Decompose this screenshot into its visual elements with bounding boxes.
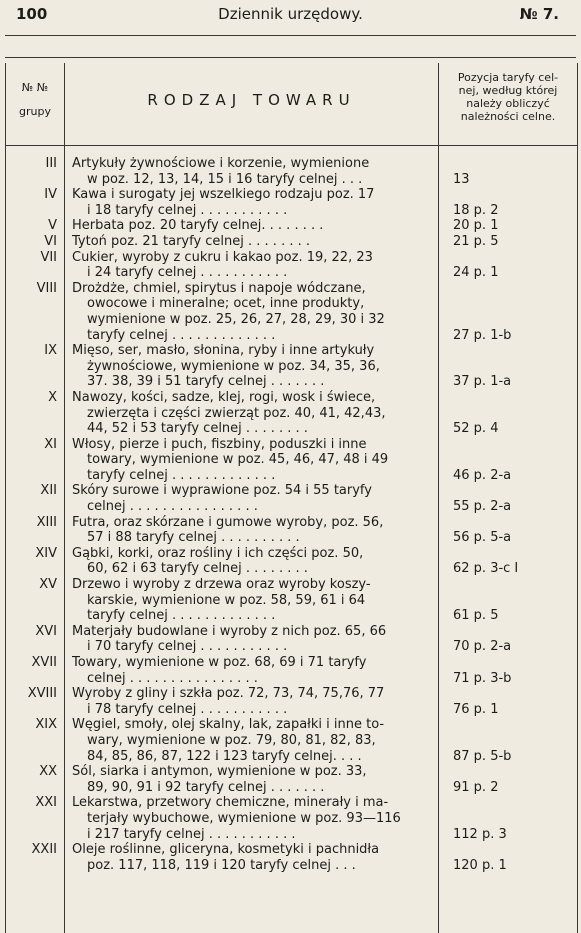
group-number: X [48, 389, 57, 405]
group-column-header: № № grupy [19, 81, 51, 118]
kind-column-header: RODZAJ TOWARU [147, 91, 356, 109]
table-row [6, 187, 577, 218]
table-row [6, 343, 577, 390]
goods-table [5, 63, 578, 933]
description-line: wymienione w poz. 25, 26, 27, 28, 29, 30 i 32 [87, 311, 385, 327]
table-row [6, 156, 577, 187]
description-line: Węgiel, smoły, olej skalny, lak, zapałki i inne to- [72, 717, 385, 733]
goods-description [72, 437, 434, 484]
table-row [6, 437, 577, 484]
table-row [6, 234, 577, 250]
description-line: Futra, oraz skórzane i gumowe wyroby, poz. 56, [72, 514, 384, 530]
group-number: XIX [35, 717, 57, 733]
description-line: Kawa i surogaty jej wszelkiego rodzaju poz. 17 [72, 187, 375, 203]
description-line: terjały wybuchowe, wymienione w poz. 93—116 [87, 810, 401, 826]
description-line: 89, 90, 91 i 92 taryfy celnej . . . . . . . [87, 779, 325, 795]
group-number: IV [44, 187, 57, 203]
group-number: VII [40, 249, 57, 265]
group-number: VIII [36, 280, 57, 296]
description-line: Gąbki, korki, oraz rośliny i ich części poz. 50, [72, 545, 364, 561]
table-row [6, 842, 577, 873]
goods-description [72, 655, 434, 686]
description-line: żywnościowe, wymienione w poz. 34, 35, 36, [87, 358, 380, 374]
goods-description [72, 156, 434, 187]
tariff-position: 13 [453, 171, 470, 187]
description-line: Drożdże, chmiel, spirytus i napoje wódczane, [72, 280, 366, 296]
table-row [6, 764, 577, 795]
table-row [6, 655, 577, 686]
group-number: XII [40, 483, 57, 499]
description-line: owocowe i mineralne; ocet, inne produkty, [87, 296, 365, 312]
group-number: XVI [35, 623, 57, 639]
goods-description [72, 390, 434, 437]
table-row [6, 577, 577, 624]
description-line: Towary, wymienione w poz. 68, 69 i 71 taryfy [72, 655, 367, 670]
description-line: Wyroby z gliny i szkła poz. 72, 73, 74, 75,76, 77 [72, 686, 385, 702]
table-row [6, 483, 577, 514]
description-line: Skóry surowe i wyprawione poz. 54 i 55 taryfy [72, 483, 372, 499]
table-row [6, 717, 577, 764]
description-line: Drzewo i wyroby z drzewa oraz wyroby koszy- [72, 577, 371, 593]
journal-title: Dziennik urzędowy. [218, 5, 363, 23]
tariff-position: 52 p. 4 [453, 421, 499, 437]
table-row [6, 515, 577, 546]
description-line: taryfy celnej . . . . . . . . . . . . . [87, 608, 276, 624]
description-line: 44, 52 i 53 taryfy celnej . . . . . . . . [87, 421, 308, 437]
goods-description [72, 483, 434, 514]
goods-description [72, 343, 434, 390]
tariff-position: 71 p. 3-b [453, 670, 512, 686]
description-line: Lekarstwa, przetwory chemiczne, minerały i ma- [72, 795, 389, 811]
group-number: IX [44, 343, 57, 359]
tariff-position: 18 p. 2 [453, 202, 499, 218]
description-line: taryfy celnej . . . . . . . . . . . . . [87, 327, 276, 343]
description-line: Cukier, wyroby z cukru i kakao poz. 19, 22, 23 [72, 249, 373, 265]
description-line: taryfy celnej . . . . . . . . . . . . . [87, 467, 276, 483]
tariff-position: 91 p. 2 [453, 779, 499, 795]
description-line: Artykuły żywnościowe i korzenie, wymienione [72, 156, 370, 171]
tariff-position: 56 p. 5-a [453, 530, 512, 546]
tariff-position: 21 p. 5 [453, 233, 499, 249]
group-number: XI [44, 436, 57, 452]
tariff-column-header: Pozycja taryfy cel- nej, według której należy obliczyć należności celne. [457, 71, 559, 123]
goods-description [72, 686, 434, 717]
goods-description [72, 187, 434, 218]
table-row [6, 281, 577, 343]
description-line: Sól, siarka i antymon, wymienione w poz. 33, [72, 764, 367, 780]
table-body [6, 156, 577, 873]
description-line: Herbata poz. 20 taryfy celnej. . . . . . . . [72, 218, 324, 234]
description-line: karskie, wymienione w poz. 58, 59, 61 i 64 [87, 592, 366, 608]
tariff-position: 61 p. 5 [453, 608, 499, 624]
goods-description [72, 218, 434, 234]
group-number: V [48, 218, 57, 234]
tariff-position: 46 p. 2-a [453, 467, 512, 483]
goods-description [72, 842, 434, 873]
goods-description [72, 250, 434, 281]
group-number: XVIII [27, 686, 57, 702]
description-line: poz. 117, 118, 119 i 120 taryfy celnej . . . [87, 857, 356, 873]
table-row [6, 250, 577, 281]
description-line: i 78 taryfy celnej . . . . . . . . . . . [87, 701, 288, 717]
group-number: XXII [31, 842, 57, 858]
goods-description [72, 717, 434, 764]
description-line: 57 i 88 taryfy celnej . . . . . . . . . . [87, 530, 300, 546]
description-line: towary, wymienione w poz. 45, 46, 47, 48 i 49 [87, 452, 389, 468]
goods-description [72, 764, 434, 795]
goods-description [72, 795, 434, 842]
page-header [0, 0, 581, 34]
group-number: XXI [35, 795, 57, 811]
description-line: zwierzęta i części zwierząt poz. 40, 41, 42,43, [87, 405, 386, 421]
tariff-position: 120 p. 1 [453, 857, 507, 873]
group-number: XVII [31, 655, 57, 670]
table-row [6, 795, 577, 842]
description-line: i 70 taryfy celnej . . . . . . . . . . . [87, 639, 288, 655]
header-rule [5, 35, 576, 36]
goods-description [72, 546, 434, 577]
description-line: Mięso, ser, masło, słonina, ryby i inne artykuły [72, 343, 375, 359]
description-line: celnej . . . . . . . . . . . . . . . . [87, 670, 258, 686]
group-number: XV [39, 577, 57, 593]
goods-description [72, 234, 434, 250]
table-row [6, 686, 577, 717]
table-row [6, 546, 577, 577]
tariff-position: 76 p. 1 [453, 701, 499, 717]
tariff-position: 112 p. 3 [453, 826, 507, 842]
table-row [6, 218, 577, 234]
page-number: 100 [16, 5, 48, 23]
description-line: wary, wymienione w poz. 79, 80, 81, 82, 83, [87, 732, 376, 748]
description-line: Włosy, pierze i puch, fiszbiny, poduszki i inne [72, 436, 367, 452]
tariff-position: 20 p. 1 [453, 218, 499, 234]
description-line: 84, 85, 86, 87, 122 i 123 taryfy celnej. . . . [87, 748, 362, 764]
table-row [6, 390, 577, 437]
description-line: i 24 taryfy celnej . . . . . . . . . . . [87, 265, 288, 281]
group-number: VI [44, 233, 57, 249]
issue-number: № 7. [519, 5, 559, 23]
description-line: 60, 62 i 63 taryfy celnej . . . . . . . . [87, 561, 308, 577]
table-row [6, 624, 577, 655]
description-line: celnej . . . . . . . . . . . . . . . . [87, 499, 258, 515]
description-line: Materjały budowlane i wyroby z nich poz. 65, 66 [72, 623, 387, 639]
goods-description [72, 577, 434, 624]
description-line: 37. 38, 39 i 51 taryfy celnej . . . . . . . [87, 374, 325, 390]
group-number: III [45, 156, 57, 171]
tariff-position: 55 p. 2-a [453, 499, 512, 515]
group-number: XIII [36, 514, 57, 530]
group-number: XX [39, 764, 57, 780]
description-line: Tytoń poz. 21 taryfy celnej . . . . . . . . [72, 233, 310, 249]
tariff-position: 70 p. 2-a [453, 639, 512, 655]
tariff-position: 37 p. 1-a [453, 374, 512, 390]
tariff-position: 87 p. 5-b [453, 748, 512, 764]
group-number: XIV [35, 545, 57, 561]
description-line: i 18 taryfy celnej . . . . . . . . . . . [87, 202, 288, 218]
description-line: Oleje roślinne, gliceryna, kosmetyki i pachnidła [72, 842, 380, 858]
description-line: i 217 taryfy celnej . . . . . . . . . . . [87, 826, 296, 842]
description-line: w poz. 12, 13, 14, 15 i 16 taryfy celnej . . . [87, 171, 363, 187]
tariff-position: 62 p. 3-c I [453, 561, 519, 577]
tariff-position: 27 p. 1-b [453, 327, 512, 343]
goods-description [72, 515, 434, 546]
goods-description [72, 624, 434, 655]
tariff-position: 24 p. 1 [453, 265, 499, 281]
description-line: Nawozy, kości, sadze, klej, rogi, wosk i świece, [72, 389, 376, 405]
header-rule-lower [5, 57, 576, 58]
header-divider [6, 145, 577, 146]
goods-description [72, 281, 434, 343]
